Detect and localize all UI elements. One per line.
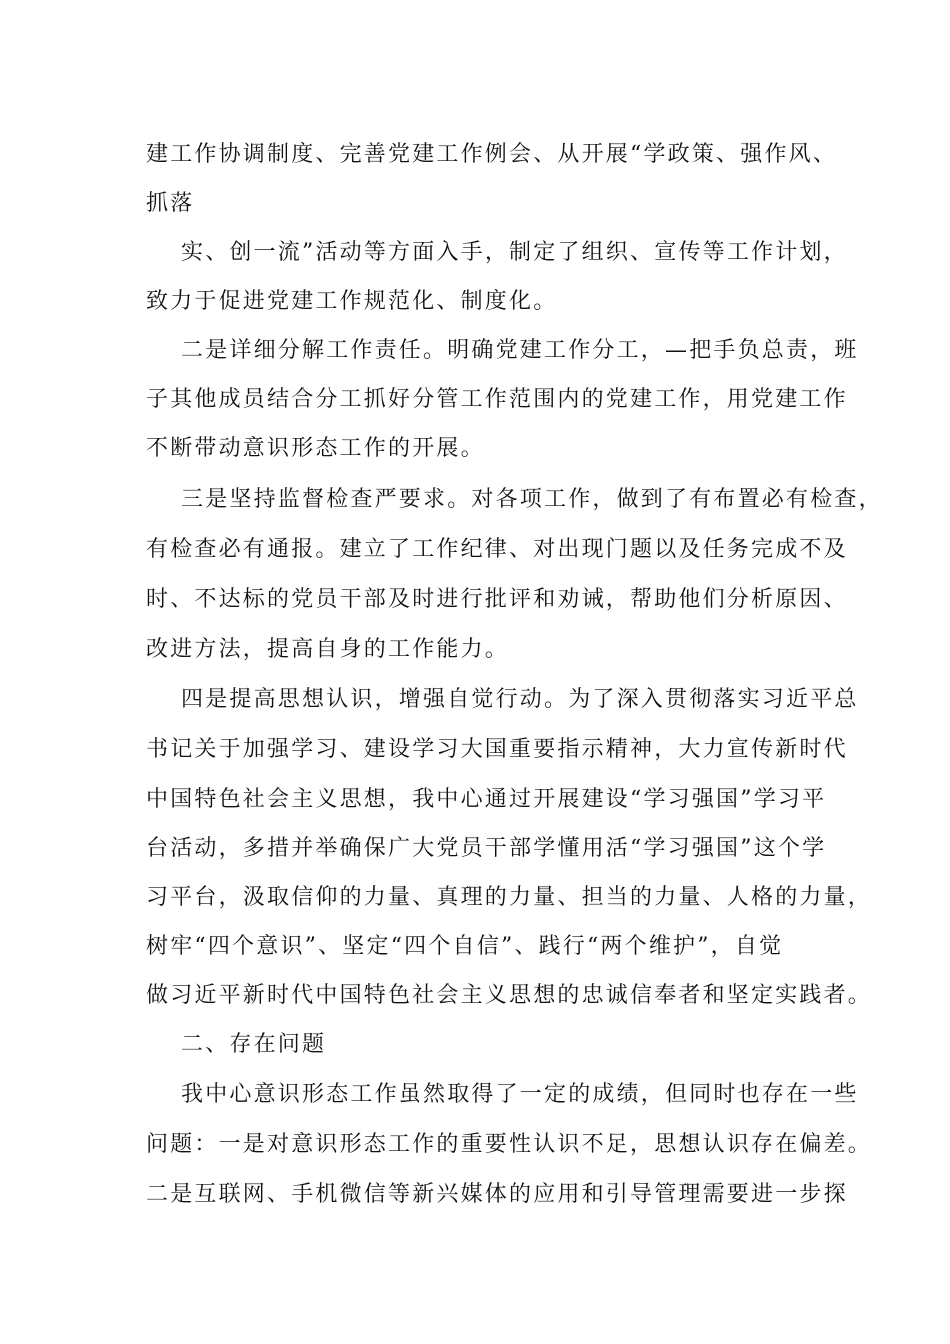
section-heading: 二、存在问题	[181, 1032, 327, 1057]
text-line-11: 改进方法，提高自身的工作能力。	[146, 637, 510, 662]
text-line-18: 做习近平新时代中国特色社会主义思想的忠诚信奉者和坚定实践者。	[146, 983, 873, 1008]
text-line-6: 子其他成员结合分工抓好分管工作范围内的党建工作，用党建工作	[146, 387, 848, 412]
text-line-15: 台活动，多措并举确保广大党员干部学懂用活“学习强国”这个学	[146, 836, 827, 861]
text-line-9: 有检查必有通报。建立了工作纪律、对出现门题以及任务完成不及	[146, 537, 848, 562]
text-line-4: 致力于促进党建工作规范化、制度化。	[146, 289, 558, 314]
text-line-13: 书记关于加强学习、建设学习大国重要指示精神，大力宣传新时代	[146, 737, 848, 762]
text-line-21: 问题：一是对意识形态工作的重要性认识不足，思想认识存在偏差。	[146, 1132, 873, 1157]
text-line-8: 三是坚持监督检查严要求。对各项工作，做到了有布置必有检查，	[181, 487, 883, 512]
text-line-2: 抓落	[146, 191, 195, 216]
text-line-22: 二是互联网、手机微信等新兴媒体的应用和引导管理需要进一步探	[146, 1182, 848, 1207]
text-line-17: 树牢“四个意识”、坚定“四个自信”、践行“两个维护”，自觉	[146, 934, 784, 959]
text-line-10: 时、不达标的党员干部及时进行批评和劝诫，帮助他们分析原因、	[146, 587, 848, 612]
text-line-1: 建工作协调制度、完善党建工作例会、从开展“学政策、强作风、	[146, 142, 838, 167]
text-line-20: 我中心意识形态工作虽然取得了一定的成绩，但同时也存在一些	[181, 1082, 859, 1107]
text-line-3: 实、创一流”活动等方面入手，制定了组织、宣传等工作计划，	[181, 240, 848, 265]
text-line-14: 中国特色社会主义思想，我中心通过开展建设“学习强国”学习平	[146, 787, 827, 812]
text-line-16: 习平台，汲取信仰的力量、真理的力量、担当的力量、人格的力量，	[146, 885, 873, 910]
text-line-12: 四是提高思想认识，增强自觉行动。为了深入贯彻落实习近平总	[181, 687, 859, 712]
text-line-5: 二是详细分解工作责任。明确党建工作分工，—把手负总责，班	[181, 338, 859, 363]
text-line-7: 不断带动意识形态工作的开展。	[146, 436, 485, 461]
